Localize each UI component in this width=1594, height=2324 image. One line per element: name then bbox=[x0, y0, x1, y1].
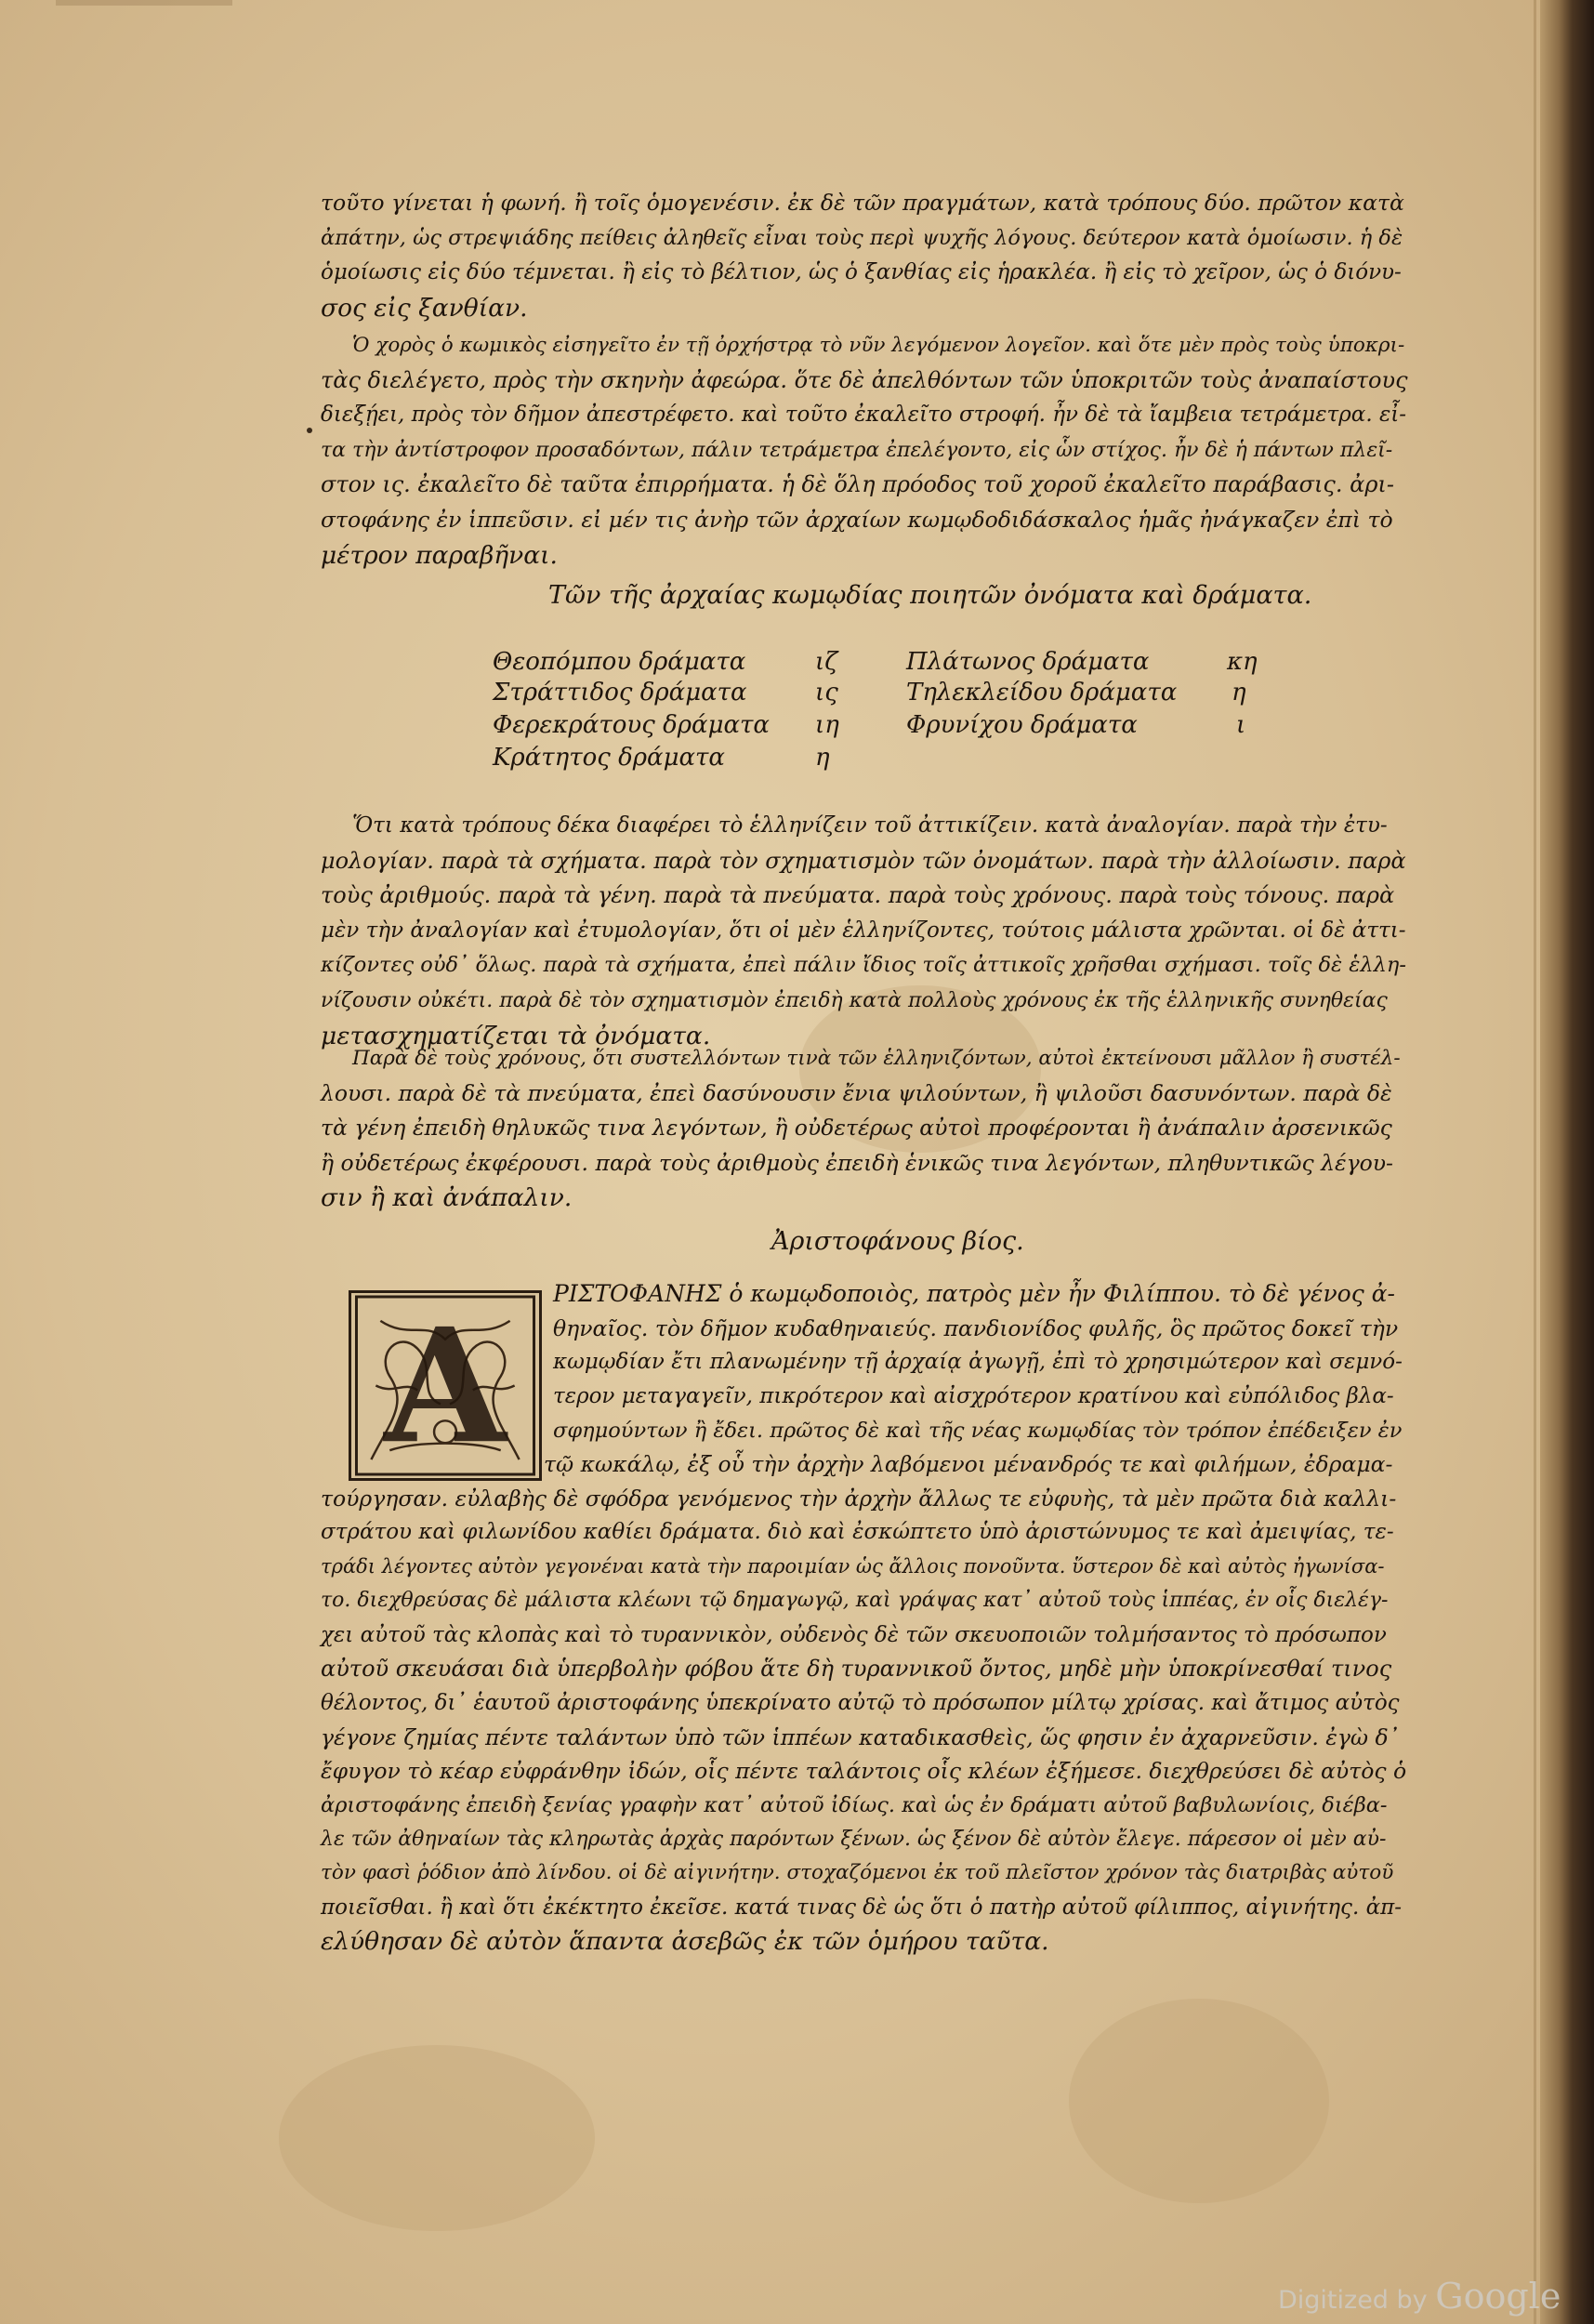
paragraph-hellenizing bbox=[321, 809, 1408, 1053]
text-line: ΡΙΣΤΟΦΑΝΗΣ ὁ κωμῳδοποιὸς, πατρὸς μὲν ἦν Φιλίππου. τὸ δὲ γένος ἀ- bbox=[553, 1280, 1395, 1307]
catalog-entry: Φρυνίχου δράματα bbox=[906, 711, 1138, 739]
text-line: λουσι. παρὰ δὲ τὰ πνεύματα, ἐπεὶ δασύνουσιν ἔνια ψιλούντων, ἢ ψιλοῦσι δασυνόντων. παρὰ δὲ bbox=[321, 1079, 1392, 1106]
catalog-count: ιη bbox=[815, 711, 839, 739]
text-line: τερον μεταγαγεῖν, πικρότερον καὶ αἰσχρότερον κρατίνου καὶ εὐπόλιδος βλα- bbox=[553, 1384, 1394, 1409]
text-line: το. διεχθρεύσας δὲ μάλιστα κλέωνι τῷ δημαγωγῷ, καὶ γράψας κατ᾽ αὐτοῦ τοὺς ἱππέας, ἐν οἷς διελέγ- bbox=[321, 1588, 1389, 1612]
catalog-entry: Θεοπόμπου δράματα bbox=[493, 648, 746, 676]
catalog-entry: Τηλεκλείδου δράματα bbox=[906, 679, 1178, 706]
watermark-prefix: Digitized by bbox=[1278, 2286, 1428, 2315]
text-line: μετασχηματίζεται τὰ ὀνόματα. bbox=[321, 1021, 711, 1050]
text-line: μέτρον παραβῆναι. bbox=[321, 540, 558, 570]
text-line: σφημούντων ἢ ἔδει. πρῶτος δὲ καὶ τῆς νέας κωμῳδίας τὸν τρόπον ἐπέδειξεν ἐν bbox=[553, 1418, 1403, 1443]
text-line: ελύθησαν δὲ αὐτὸν ἅπαντα ἀσεβῶς ἐκ τῶν ὁμήρου ταῦτα. bbox=[321, 1926, 1049, 1956]
text-line: τὸν φασὶ ῥόδιον ἀπὸ λίνδου. οἱ δὲ αἰγινήτην. στοχαζόμενοι ἐκ τοῦ πλεῖστον χρόνον τὰς διατριβὰς αὐτοῦ bbox=[321, 1861, 1394, 1885]
text-line: τοῦτο γίνεται ἡ φωνή. ἢ τοῖς ὁμογενέσιν. ἐκ δὲ τῶν πραγμάτων, κατὰ τρόπους δύο. πρῶτον κατὰ bbox=[321, 190, 1404, 216]
text-line: νίζουσιν οὐκέτι. παρὰ δὲ τὸν σχηματισμὸν ἐπειδὴ κατὰ πολλοὺς χρόνους ἐκ τῆς ἑλληνικῆς συνηθείας bbox=[321, 988, 1388, 1012]
text-line: θηναῖος. τὸν δῆμον κυδαθηναιεύς. πανδιονίδος φυλῆς, ὃς πρῶτος δοκεῖ τὴν bbox=[553, 1314, 1399, 1341]
bio-intro bbox=[553, 1277, 1408, 1448]
margin-mark bbox=[307, 428, 312, 433]
text-line: μολογίαν. παρὰ τὰ σχήματα. παρὰ τὸν σχηματισμὸν τῶν ὀνομάτων. παρὰ τὴν ἀλλοίωσιν. παρὰ bbox=[321, 847, 1406, 874]
text-line: διεξῄει, πρὸς τὸν δῆμον ἀπεστρέφετο. καὶ τοῦτο ἐκαλεῖτο στροφή. ἦν δὲ τὰ ἴαμβεια τετράμετρα. εἶ- bbox=[321, 403, 1407, 428]
digitized-watermark bbox=[1278, 2276, 1561, 2317]
text-line: κίζοντες οὐδ᾽ ὅλως. παρὰ τὰ σχήματα, ἐπεὶ πάλιν ἴδιος τοῖς ἀττικοῖς χρῆσθαι σχήμασι. τοῖς δὲ ἑλλη- bbox=[321, 953, 1406, 978]
text-line: ἀριστοφάνης ἐπειδὴ ξενίας γραφὴν κατ᾽ αὐτοῦ ἰδίως. καὶ ὡς ἐν δράματι αὐτοῦ βαβυλωνίοις, διέβα- bbox=[321, 1793, 1388, 1818]
text-line: ἀπάτην, ὡς στρεψιάδης πείθεις ἀληθεῖς εἶναι τοὺς περὶ ψυχῆς λόγους. δεύτερον κατὰ ὁμοίωσιν. ἡ δὲ bbox=[321, 225, 1403, 250]
text-line: στράτου καὶ φιλωνίδου καθίει δράματα. διὸ καὶ ἐσκώπτετο ὑπὸ ἀριστώνυμος τε καὶ ἀμειψίας, τε- bbox=[321, 1520, 1394, 1545]
text-line: τράδι λέγοντες αὐτὸν γεγονέναι κατὰ τὴν παροιμίαν ὡς ἄλλοις πονοῦντα. ὕστερον δὲ καὶ αὐτὸς ἠγωνίσα- bbox=[321, 1555, 1385, 1578]
text-line: λε τῶν ἀθηναίων τὰς κληρωτὰς ἀρχὰς παρόντων ξένων. ὡς ξένον δὲ αὐτὸν ἔλεγε. πάρεσον οἱ μὲν αὐ- bbox=[321, 1827, 1387, 1851]
binding-gutter bbox=[1540, 0, 1594, 2324]
gutter-shadow-line bbox=[1534, 0, 1536, 2324]
bio-heading: Ἀριστοφάνους βίος. bbox=[771, 1227, 1024, 1256]
paper-stain bbox=[1069, 1999, 1329, 2203]
initial-letter: Α bbox=[384, 1293, 507, 1478]
catalog-entry: Πλάτωνος δράματα bbox=[906, 648, 1150, 676]
text-line: σος εἰς ξανθίαν. bbox=[321, 293, 528, 323]
text-line: Ὁ χορὸς ὁ κωμικὸς εἰσηγεῖτο ἐν τῇ ὀρχήστρᾳ τὸ νῦν λεγόμενον λογεῖον. καὶ ὅτε μὲν πρὸς τοὺς ὑποκρι- bbox=[352, 334, 1405, 357]
text-line: αὐτοῦ σκευάσαι διὰ ὑπερβολὴν φόβου ἅτε δὴ τυραννικοῦ ὄντος, μηδὲ μὴν ὑποκρίνεσθαί τινος bbox=[321, 1656, 1392, 1683]
catalog-entry: Φερεκράτους δράματα bbox=[493, 711, 770, 739]
text-line: Παρὰ δὲ τοὺς χρόνους, ὅτι συστελλόντων τινὰ τῶν ἑλληνιζόντων, αὐτοὶ ἐκτείνουσι μᾶλλον ἢ συστέλ- bbox=[352, 1047, 1401, 1070]
text-line: τῷ κωκάλῳ, ἐξ οὗ τὴν ἀρχὴν λαβόμενοι μένανδρός τε καὶ φιλήμων, ἐδραμα- bbox=[544, 1451, 1393, 1477]
paper-stain bbox=[279, 2045, 595, 2231]
catalog-heading: Τῶν τῆς ἀρχαίας κωμῳδίας ποιητῶν ὀνόματα καὶ δράματα. bbox=[548, 581, 1312, 610]
text-line: ποιεῖσθαι. ἢ καὶ ὅτι ἐκέκτητο ἐκεῖσε. κατά τινας δὲ ὡς ὅτι ὁ πατὴρ αὐτοῦ φίλιππος, αἰγινήτης. ἀπ- bbox=[321, 1895, 1402, 1921]
text-line: ἔφυγον τὸ κέαρ εὐφράνθην ἰδών, οἷς πέντε ταλάντοις οἷς κλέων ἐξήμεσε. διεχθρεύσει δὲ αὐτὸς ὁ bbox=[321, 1758, 1407, 1785]
bio-body bbox=[321, 1447, 1408, 1960]
watermark-brand: Google bbox=[1435, 2276, 1561, 2317]
catalog-count: ις bbox=[815, 679, 838, 706]
paragraph-chorus bbox=[321, 328, 1408, 573]
text-line: τα τὴν ἀντίστροφον προσαδόντων, πάλιν τετράμετρα ἐπελέγοντο, εἰς ὧν στίχος. ἦν δὲ ἡ πάντων πλεῖ- bbox=[321, 438, 1393, 462]
catalog-count: ιζ bbox=[815, 648, 838, 676]
paragraph-quantities bbox=[321, 1041, 1408, 1216]
text-line: σιν ἢ καὶ ἀνάπαλιν. bbox=[321, 1183, 573, 1213]
text-line: χει αὐτοῦ τὰς κλοπὰς καὶ τὸ τυραννικὸν, οὐδενὸς δὲ τῶν σκευοποιῶν τολμήσαντος τὸ πρόσωπον bbox=[321, 1622, 1387, 1647]
paragraph-voice-types bbox=[321, 186, 1408, 325]
catalog-count: ι bbox=[1236, 711, 1246, 739]
text-line: τὰς διελέγετο, πρὸς τὴν σκηνὴν ἀφεώρα. ὅτε δὲ ἀπελθόντων τῶν ὑποκριτῶν τοὺς ἀναπαίστους bbox=[321, 366, 1408, 393]
catalog-count: η bbox=[1232, 679, 1246, 706]
text-line: γέγονε ζημίας πέντε ταλάντων ὑπὸ τῶν ἱππέων καταδικασθεὶς, ὥς φησιν ἐν ἀχαρνεῦσιν. ἐγὼ δ᾽ bbox=[321, 1723, 1400, 1750]
catalog-count: κη bbox=[1227, 648, 1258, 676]
page-edge-mark bbox=[56, 0, 232, 6]
text-line: τούργησαν. εὐλαβὴς δὲ σφόδρα γενόμενος τὴν ἀρχὴν ἄλλως τε εὐφυὴς, τὰ μὲν πρῶτα διὰ καλλι- bbox=[321, 1485, 1397, 1512]
text-line: μὲν τὴν ἀναλογίαν καὶ ἐτυμολογίαν, ὅτι οἱ μὲν ἑλληνίζοντες, τούτοις μάλιστα χρῶνται. οἱ δὲ ἀττι- bbox=[321, 918, 1406, 943]
text-line: κωμῳδίαν ἔτι πλανωμένην τῇ ἀρχαίᾳ ἀγωγῇ, ἐπὶ τὸ χρησιμώτερον καὶ σεμνό- bbox=[553, 1350, 1403, 1375]
text-line: θέλοντος, δι᾽ ἑαυτοῦ ἀριστοφάνης ὑπεκρίνατο αὐτῷ τὸ πρόσωπον μίλτῳ χρίσας. καὶ ἄτιμος αὐτὸς bbox=[321, 1690, 1400, 1715]
text-line: Ὅτι κατὰ τρόπους δέκα διαφέρει τὸ ἑλληνίζειν τοῦ ἀττικίζειν. κατὰ ἀναλογίαν. παρὰ τὴν ἐτυ- bbox=[352, 813, 1388, 838]
text-line: ὁμοίωσις εἰς δύο τέμνεται. ἢ εἰς τὸ βέλτιον, ὡς ὁ ξανθίας εἰς ἡρακλέα. ἢ εἰς τὸ χεῖρον, ὡς ὁ διόνυ- bbox=[321, 260, 1402, 285]
catalog-entry: Στράττιδος δράματα bbox=[493, 679, 747, 706]
text-line: στοφάνης ἐν ἱππεῦσιν. εἰ μέν τις ἀνὴρ τῶν ἀρχαίων κωμῳδοδιδάσκαλος ἡμᾶς ἠνάγκαζεν ἐπὶ τὸ bbox=[321, 506, 1393, 533]
text-line: τὰ γένη ἐπειδὴ θηλυκῶς τινα λεγόντων, ἢ οὐδετέρως αὐτοὶ προφέρονται ἢ ἀνάπαλιν ἀρσενικῶς bbox=[321, 1115, 1392, 1142]
text-line: στον ις. ἐκαλεῖτο δὲ ταῦτα ἐπιρρήματα. ἡ δὲ ὅλη πρόοδος τοῦ χοροῦ ἐκαλεῖτο παράβασις. ἀρι- bbox=[321, 471, 1394, 498]
catalog-entry: Κράτητος δράματα bbox=[493, 744, 725, 772]
catalog-count: η bbox=[815, 744, 830, 772]
text-line: τοὺς ἀριθμούς. παρὰ τὰ γένη. παρὰ τὰ πνεύματα. παρὰ τοὺς χρόνους. παρὰ τοὺς τόνους. παρὰ bbox=[321, 882, 1395, 909]
text-line: ἢ οὐδετέρως ἐκφέρουσι. παρὰ τοὺς ἀριθμοὺς ἐπειδὴ ἑνικῶς τινα λεγόντων, πληθυντικῶς λέγου- bbox=[321, 1149, 1394, 1176]
